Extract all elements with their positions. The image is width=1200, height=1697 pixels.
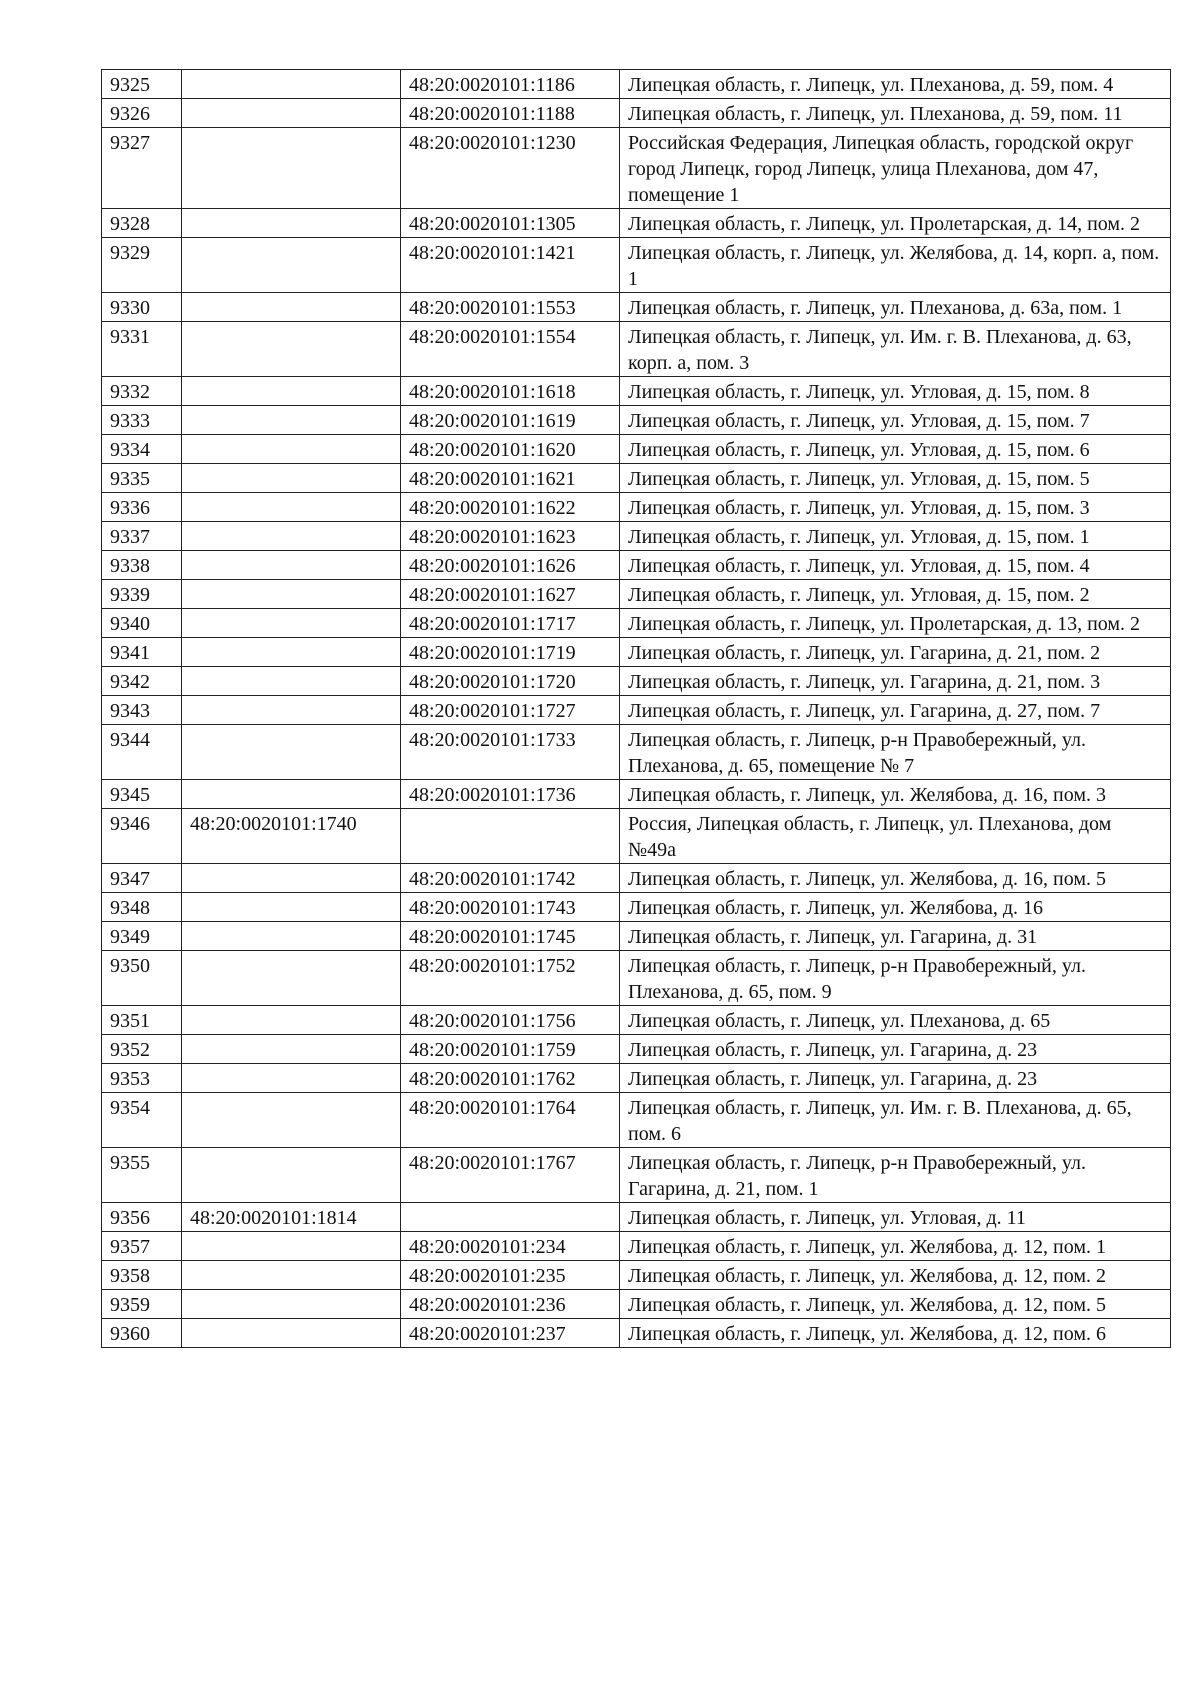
land-cadastral-number-cell	[182, 322, 401, 377]
address-cell: Липецкая область, г. Липецк, ул. Угловая, д. 15, пом. 4	[620, 551, 1171, 580]
table-row	[102, 238, 1171, 293]
land-cadastral-number-cell	[182, 696, 401, 725]
premises-cadastral-number-cell	[401, 1203, 620, 1232]
land-cadastral-number-cell	[182, 638, 401, 667]
table-row	[102, 70, 1171, 99]
premises-cadastral-number-cell: 48:20:0020101:1756	[401, 1006, 620, 1035]
premises-cadastral-number-cell: 48:20:0020101:1305	[401, 209, 620, 238]
table-row	[102, 638, 1171, 667]
row-number-cell: 9342	[102, 667, 182, 696]
premises-cadastral-number-cell: 48:20:0020101:1618	[401, 377, 620, 406]
address-cell: Липецкая область, г. Липецк, ул. Угловая, д. 15, пом. 8	[620, 377, 1171, 406]
premises-cadastral-number-cell: 48:20:0020101:1626	[401, 551, 620, 580]
address-cell: Липецкая область, г. Липецк, ул. Плеханова, д. 63а, пом. 1	[620, 293, 1171, 322]
premises-cadastral-number-cell: 48:20:0020101:1752	[401, 951, 620, 1006]
premises-cadastral-number-cell: 48:20:0020101:235	[401, 1261, 620, 1290]
row-number-cell: 9359	[102, 1290, 182, 1319]
premises-cadastral-number-cell: 48:20:0020101:1764	[401, 1093, 620, 1148]
land-cadastral-number-cell	[182, 951, 401, 1006]
row-number-cell: 9349	[102, 922, 182, 951]
table-row	[102, 322, 1171, 377]
row-number-cell: 9356	[102, 1203, 182, 1232]
row-number-cell: 9331	[102, 322, 182, 377]
row-number-cell: 9341	[102, 638, 182, 667]
premises-cadastral-number-cell: 48:20:0020101:1717	[401, 609, 620, 638]
table-row	[102, 609, 1171, 638]
table-row	[102, 209, 1171, 238]
row-number-cell: 9337	[102, 522, 182, 551]
land-cadastral-number-cell	[182, 1232, 401, 1261]
premises-cadastral-number-cell	[401, 809, 620, 864]
row-number-cell: 9334	[102, 435, 182, 464]
premises-cadastral-number-cell: 48:20:0020101:1736	[401, 780, 620, 809]
address-cell: Липецкая область, г. Липецк, ул. Желябова, д. 16, пом. 3	[620, 780, 1171, 809]
premises-cadastral-number-cell: 48:20:0020101:1230	[401, 128, 620, 209]
row-number-cell: 9339	[102, 580, 182, 609]
land-cadastral-number-cell	[182, 580, 401, 609]
land-cadastral-number-cell	[182, 1319, 401, 1348]
land-cadastral-number-cell	[182, 1261, 401, 1290]
premises-cadastral-number-cell: 48:20:0020101:1186	[401, 70, 620, 99]
land-cadastral-number-cell	[182, 725, 401, 780]
land-cadastral-number-cell	[182, 1006, 401, 1035]
address-cell: Липецкая область, г. Липецк, ул. Желябова, д. 12, пом. 5	[620, 1290, 1171, 1319]
address-cell: Липецкая область, г. Липецк, ул. Плеханова, д. 59, пом. 11	[620, 99, 1171, 128]
table-row	[102, 696, 1171, 725]
row-number-cell: 9355	[102, 1148, 182, 1203]
address-cell: Липецкая область, г. Липецк, ул. Угловая, д. 15, пом. 6	[620, 435, 1171, 464]
land-cadastral-number-cell	[182, 435, 401, 464]
address-cell: Липецкая область, г. Липецк, р-н Правобережный, ул. Гагарина, д. 21, пом. 1	[620, 1148, 1171, 1203]
land-cadastral-number-cell	[182, 128, 401, 209]
premises-cadastral-number-cell: 48:20:0020101:237	[401, 1319, 620, 1348]
row-number-cell: 9330	[102, 293, 182, 322]
land-cadastral-number-cell	[182, 864, 401, 893]
address-cell: Липецкая область, г. Липецк, ул. Гагарина, д. 21, пом. 2	[620, 638, 1171, 667]
premises-cadastral-number-cell: 48:20:0020101:1727	[401, 696, 620, 725]
land-cadastral-number-cell	[182, 406, 401, 435]
premises-cadastral-number-cell: 48:20:0020101:1622	[401, 493, 620, 522]
row-number-cell: 9350	[102, 951, 182, 1006]
premises-cadastral-number-cell: 48:20:0020101:1745	[401, 922, 620, 951]
premises-cadastral-number-cell: 48:20:0020101:236	[401, 1290, 620, 1319]
premises-cadastral-number-cell: 48:20:0020101:1620	[401, 435, 620, 464]
land-cadastral-number-cell	[182, 464, 401, 493]
table-row	[102, 522, 1171, 551]
row-number-cell: 9325	[102, 70, 182, 99]
premises-cadastral-number-cell: 48:20:0020101:1767	[401, 1148, 620, 1203]
table-row	[102, 1035, 1171, 1064]
row-number-cell: 9360	[102, 1319, 182, 1348]
premises-cadastral-number-cell: 48:20:0020101:1762	[401, 1064, 620, 1093]
land-cadastral-number-cell	[182, 922, 401, 951]
table-row	[102, 128, 1171, 209]
address-cell: Липецкая область, г. Липецк, ул. Плеханова, д. 65	[620, 1006, 1171, 1035]
row-number-cell: 9336	[102, 493, 182, 522]
row-number-cell: 9344	[102, 725, 182, 780]
address-cell: Липецкая область, г. Липецк, ул. Гагарина, д. 23	[620, 1035, 1171, 1064]
premises-cadastral-number-cell: 48:20:0020101:1623	[401, 522, 620, 551]
address-cell: Липецкая область, г. Липецк, ул. Гагарина, д. 27, пом. 7	[620, 696, 1171, 725]
land-cadastral-number-cell	[182, 1035, 401, 1064]
table-row	[102, 780, 1171, 809]
land-cadastral-number-cell	[182, 377, 401, 406]
address-cell: Липецкая область, г. Липецк, ул. Угловая, д. 15, пом. 2	[620, 580, 1171, 609]
row-number-cell: 9332	[102, 377, 182, 406]
address-cell: Липецкая область, г. Липецк, р-н Правобережный, ул. Плеханова, д. 65, помещение № 7	[620, 725, 1171, 780]
row-number-cell: 9347	[102, 864, 182, 893]
premises-cadastral-number-cell: 48:20:0020101:1742	[401, 864, 620, 893]
address-cell: Липецкая область, г. Липецк, ул. Желябова, д. 12, пом. 2	[620, 1261, 1171, 1290]
land-cadastral-number-cell: 48:20:0020101:1814	[182, 1203, 401, 1232]
table-row	[102, 1319, 1171, 1348]
row-number-cell: 9335	[102, 464, 182, 493]
table-row	[102, 809, 1171, 864]
premises-cadastral-number-cell: 48:20:0020101:1188	[401, 99, 620, 128]
land-cadastral-number-cell	[182, 209, 401, 238]
row-number-cell: 9345	[102, 780, 182, 809]
document-page	[101, 69, 1170, 1348]
table-row	[102, 1203, 1171, 1232]
premises-cadastral-number-cell: 48:20:0020101:1553	[401, 293, 620, 322]
row-number-cell: 9354	[102, 1093, 182, 1148]
table-row	[102, 1148, 1171, 1203]
table-row	[102, 493, 1171, 522]
land-cadastral-number-cell	[182, 893, 401, 922]
table-row	[102, 1261, 1171, 1290]
table-row	[102, 99, 1171, 128]
registry-table-body	[102, 70, 1171, 1348]
address-cell: Липецкая область, г. Липецк, ул. Им. г. В. Плеханова, д. 63, корп. а, пом. 3	[620, 322, 1171, 377]
land-cadastral-number-cell	[182, 99, 401, 128]
premises-cadastral-number-cell: 48:20:0020101:1759	[401, 1035, 620, 1064]
address-cell: Россия, Липецкая область, г. Липецк, ул. Плеханова, дом №49а	[620, 809, 1171, 864]
land-cadastral-number-cell	[182, 522, 401, 551]
address-cell: Липецкая область, г. Липецк, ул. Угловая, д. 11	[620, 1203, 1171, 1232]
land-cadastral-number-cell	[182, 609, 401, 638]
table-row	[102, 667, 1171, 696]
land-cadastral-number-cell	[182, 70, 401, 99]
address-cell: Липецкая область, г. Липецк, ул. Гагарина, д. 31	[620, 922, 1171, 951]
address-cell: Липецкая область, г. Липецк, ул. Гагарина, д. 23	[620, 1064, 1171, 1093]
table-row	[102, 464, 1171, 493]
row-number-cell: 9338	[102, 551, 182, 580]
address-cell: Российская Федерация, Липецкая область, городской округ город Липецк, город Липецк, улица Плеханова, дом 47, помещение 1	[620, 128, 1171, 209]
address-cell: Липецкая область, г. Липецк, ул. Пролетарская, д. 14, пом. 2	[620, 209, 1171, 238]
premises-cadastral-number-cell: 48:20:0020101:1619	[401, 406, 620, 435]
row-number-cell: 9328	[102, 209, 182, 238]
row-number-cell: 9340	[102, 609, 182, 638]
address-cell: Липецкая область, г. Липецк, ул. Пролетарская, д. 13, пом. 2	[620, 609, 1171, 638]
premises-cadastral-number-cell: 48:20:0020101:1743	[401, 893, 620, 922]
table-row	[102, 864, 1171, 893]
table-row	[102, 551, 1171, 580]
address-cell: Липецкая область, г. Липецк, ул. Угловая, д. 15, пом. 3	[620, 493, 1171, 522]
row-number-cell: 9343	[102, 696, 182, 725]
table-row	[102, 580, 1171, 609]
table-row	[102, 1290, 1171, 1319]
address-cell: Липецкая область, г. Липецк, ул. Им. г. В. Плеханова, д. 65, пом. 6	[620, 1093, 1171, 1148]
address-cell: Липецкая область, г. Липецк, ул. Желябова, д. 16	[620, 893, 1171, 922]
row-number-cell: 9352	[102, 1035, 182, 1064]
table-row	[102, 435, 1171, 464]
table-row	[102, 951, 1171, 1006]
address-cell: Липецкая область, г. Липецк, ул. Желябова, д. 14, корп. а, пом. 1	[620, 238, 1171, 293]
registry-table	[101, 69, 1171, 1348]
table-row	[102, 893, 1171, 922]
table-row	[102, 1064, 1171, 1093]
table-row	[102, 725, 1171, 780]
land-cadastral-number-cell	[182, 667, 401, 696]
land-cadastral-number-cell	[182, 1290, 401, 1319]
address-cell: Липецкая область, г. Липецк, ул. Желябова, д. 12, пом. 1	[620, 1232, 1171, 1261]
address-cell: Липецкая область, г. Липецк, р-н Правобережный, ул. Плеханова, д. 65, пом. 9	[620, 951, 1171, 1006]
row-number-cell: 9327	[102, 128, 182, 209]
premises-cadastral-number-cell: 48:20:0020101:1621	[401, 464, 620, 493]
table-row	[102, 1232, 1171, 1261]
table-row	[102, 293, 1171, 322]
address-cell: Липецкая область, г. Липецк, ул. Угловая, д. 15, пом. 7	[620, 406, 1171, 435]
table-row	[102, 1006, 1171, 1035]
row-number-cell: 9357	[102, 1232, 182, 1261]
row-number-cell: 9351	[102, 1006, 182, 1035]
land-cadastral-number-cell	[182, 1064, 401, 1093]
premises-cadastral-number-cell: 48:20:0020101:1554	[401, 322, 620, 377]
row-number-cell: 9348	[102, 893, 182, 922]
table-row	[102, 1093, 1171, 1148]
address-cell: Липецкая область, г. Липецк, ул. Угловая, д. 15, пом. 1	[620, 522, 1171, 551]
address-cell: Липецкая область, г. Липецк, ул. Желябова, д. 12, пом. 6	[620, 1319, 1171, 1348]
row-number-cell: 9353	[102, 1064, 182, 1093]
land-cadastral-number-cell	[182, 493, 401, 522]
land-cadastral-number-cell	[182, 293, 401, 322]
row-number-cell: 9333	[102, 406, 182, 435]
land-cadastral-number-cell	[182, 1148, 401, 1203]
land-cadastral-number-cell	[182, 551, 401, 580]
premises-cadastral-number-cell: 48:20:0020101:234	[401, 1232, 620, 1261]
land-cadastral-number-cell: 48:20:0020101:1740	[182, 809, 401, 864]
row-number-cell: 9326	[102, 99, 182, 128]
premises-cadastral-number-cell: 48:20:0020101:1719	[401, 638, 620, 667]
table-row	[102, 377, 1171, 406]
land-cadastral-number-cell	[182, 1093, 401, 1148]
land-cadastral-number-cell	[182, 780, 401, 809]
address-cell: Липецкая область, г. Липецк, ул. Желябова, д. 16, пом. 5	[620, 864, 1171, 893]
land-cadastral-number-cell	[182, 238, 401, 293]
row-number-cell: 9346	[102, 809, 182, 864]
table-row	[102, 922, 1171, 951]
premises-cadastral-number-cell: 48:20:0020101:1627	[401, 580, 620, 609]
address-cell: Липецкая область, г. Липецк, ул. Плеханова, д. 59, пом. 4	[620, 70, 1171, 99]
address-cell: Липецкая область, г. Липецк, ул. Гагарина, д. 21, пом. 3	[620, 667, 1171, 696]
premises-cadastral-number-cell: 48:20:0020101:1733	[401, 725, 620, 780]
address-cell: Липецкая область, г. Липецк, ул. Угловая, д. 15, пом. 5	[620, 464, 1171, 493]
row-number-cell: 9329	[102, 238, 182, 293]
premises-cadastral-number-cell: 48:20:0020101:1720	[401, 667, 620, 696]
row-number-cell: 9358	[102, 1261, 182, 1290]
premises-cadastral-number-cell: 48:20:0020101:1421	[401, 238, 620, 293]
table-row	[102, 406, 1171, 435]
